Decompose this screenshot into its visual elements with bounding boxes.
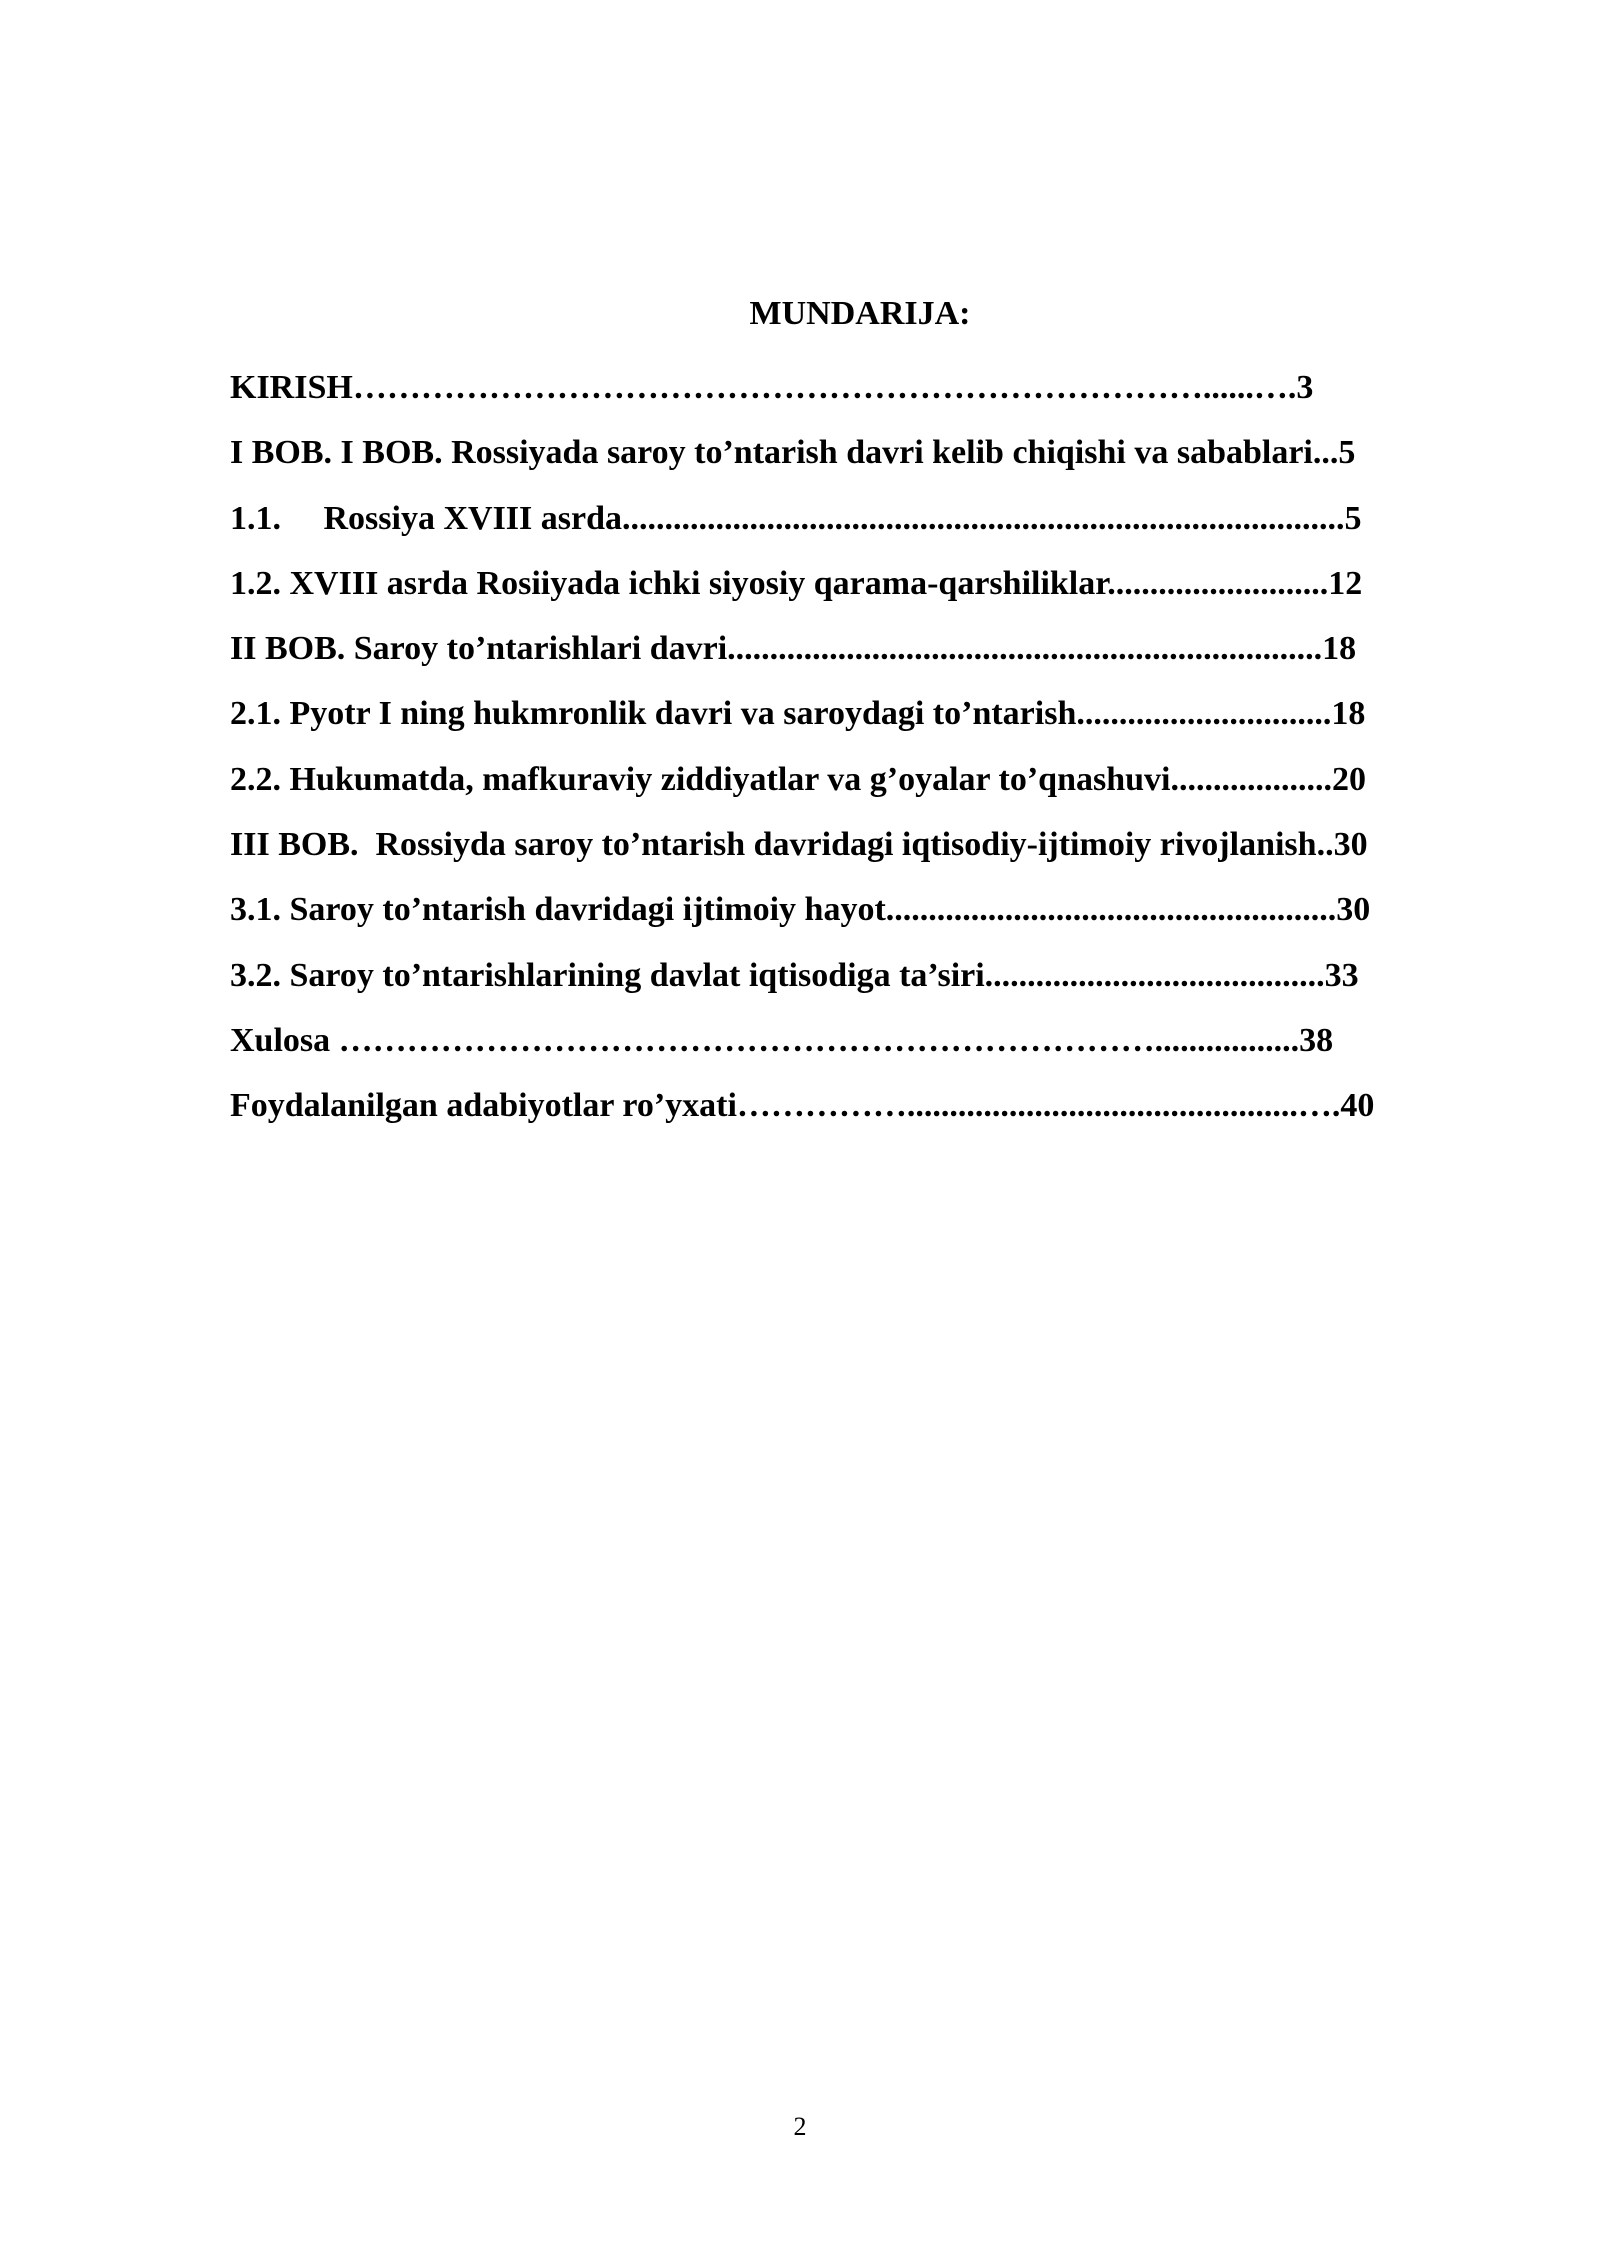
toc-entry-kirish: KIRISH…………………………………………………………………......….3 xyxy=(230,369,1314,406)
toc-entry-3-1: 3.1. Saroy to’ntarish davridagi ijtimoiy hayot.....................................................30 xyxy=(230,891,1371,929)
toc-entry-xulosa: Xulosa ……………………………………………………………….................38 xyxy=(230,1021,1334,1059)
toc-entry-references: Foydalanilgan adabiyotlar ro’yxati……………..............................................….40 xyxy=(230,1087,1375,1125)
toc-entry-chapter-3: III BOB. Rossiyda saroy to’ntarish davridagi iqtisodiy-ijtimoiy rivojlanish..30 xyxy=(230,826,1368,864)
toc-entry-2-1: 2.1. Pyotr I ning hukmronlik davri va saroydagi to’ntarish..............................18 xyxy=(230,695,1366,733)
toc-entry-3-2: 3.2. Saroy to’ntarishlarining davlat iqtisodiga ta’siri........................................33 xyxy=(230,956,1359,994)
table-of-contents xyxy=(230,355,1490,1139)
toc-entry-1-1: 1.1. Rossiya XVIII asrda.....................................................................................5 xyxy=(230,499,1362,537)
toc-entry-chapter-2: II BOB. Saroy to’ntarishlari davri......................................................................18 xyxy=(230,630,1357,668)
toc-entry-1-2: 1.2. XVIII asrda Rosiiyada ichki siyosiy qarama-qarshiliklar..........................12 xyxy=(230,564,1363,602)
toc-entry-2-2: 2.2. Hukumatda, mafkuraviy ziddiyatlar va g’oyalar to’qnashuvi...................20 xyxy=(230,760,1366,798)
toc-entry-chapter-1: I BOB. I BOB. Rossiyada saroy to’ntarish davri kelib chiqishi va sabablari...5 xyxy=(230,434,1356,472)
toc-title: MUNDARIJA: xyxy=(749,295,971,332)
page-number: 2 xyxy=(793,2112,807,2141)
